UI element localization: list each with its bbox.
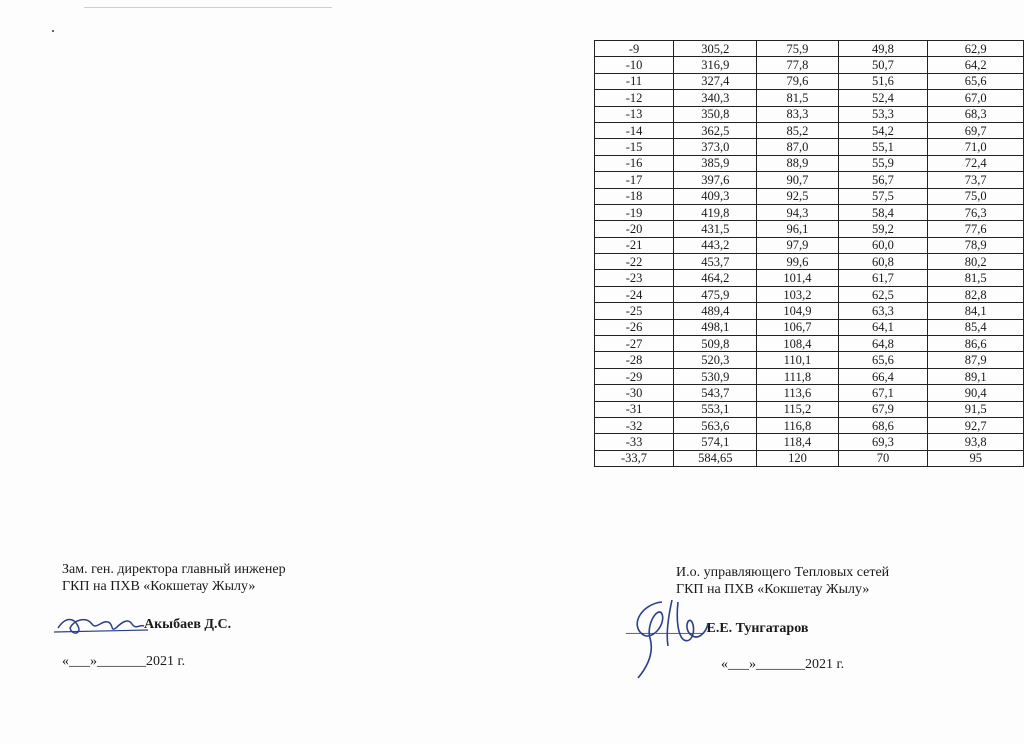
table-cell: -15 — [595, 139, 674, 155]
table-row — [595, 204, 1024, 220]
table-row — [595, 336, 1024, 352]
table-cell: -31 — [595, 401, 674, 417]
table-cell: 103,2 — [757, 286, 838, 302]
table-cell: 104,9 — [757, 303, 838, 319]
table-cell: 385,9 — [674, 155, 757, 171]
table-row — [595, 155, 1024, 171]
table-cell: -22 — [595, 254, 674, 270]
table-cell: 362,5 — [674, 122, 757, 138]
table-row — [595, 352, 1024, 368]
table-cell: 87,9 — [928, 352, 1024, 368]
table-row — [595, 139, 1024, 155]
table-cell: 51,6 — [838, 73, 928, 89]
table-cell: 65,6 — [838, 352, 928, 368]
table-row — [595, 90, 1024, 106]
table-cell: 69,7 — [928, 122, 1024, 138]
table-row — [595, 286, 1024, 302]
table-cell: -29 — [595, 368, 674, 384]
table-cell: 409,3 — [674, 188, 757, 204]
table-cell: 95 — [928, 450, 1024, 466]
table-row — [595, 319, 1024, 335]
table-cell: -9 — [595, 41, 674, 57]
table-cell: 75,0 — [928, 188, 1024, 204]
table-row — [595, 188, 1024, 204]
table-cell: 69,3 — [838, 434, 928, 450]
table-row — [595, 237, 1024, 253]
table-row — [595, 450, 1024, 466]
right-signature-underline: ___________ — [626, 621, 703, 636]
table-cell: -17 — [595, 172, 674, 188]
table-cell: 54,2 — [838, 122, 928, 138]
table-cell: -21 — [595, 237, 674, 253]
table-cell: 76,3 — [928, 204, 1024, 220]
table-cell: 79,6 — [757, 73, 838, 89]
table-cell: 56,7 — [838, 172, 928, 188]
table-cell: -26 — [595, 319, 674, 335]
table-cell: 88,9 — [757, 155, 838, 171]
temperature-schedule-table — [594, 40, 1024, 467]
table-cell: 67,1 — [838, 385, 928, 401]
table-row — [595, 172, 1024, 188]
table-cell: 73,7 — [928, 172, 1024, 188]
table-cell: 58,4 — [838, 204, 928, 220]
table-cell: 443,2 — [674, 237, 757, 253]
table-cell: -27 — [595, 336, 674, 352]
table-cell: 89,1 — [928, 368, 1024, 384]
table-cell: 82,8 — [928, 286, 1024, 302]
table-cell: 305,2 — [674, 41, 757, 57]
table-body — [595, 41, 1024, 467]
table-cell: 85,2 — [757, 122, 838, 138]
table-cell: 62,9 — [928, 41, 1024, 57]
table-cell: -33 — [595, 434, 674, 450]
table-cell: 118,4 — [757, 434, 838, 450]
table-cell: 543,7 — [674, 385, 757, 401]
table-cell: 66,4 — [838, 368, 928, 384]
right-position-line1: И.о. управляющего Тепловых сетей — [676, 565, 890, 580]
table-cell: 327,4 — [674, 73, 757, 89]
table-cell: 91,5 — [928, 401, 1024, 417]
table-row — [595, 434, 1024, 450]
left-signatory-name: Акыбаев Д.С. — [144, 617, 232, 632]
table-cell: -25 — [595, 303, 674, 319]
table-cell: 60,0 — [838, 237, 928, 253]
table-cell: -19 — [595, 204, 674, 220]
table-cell: 68,3 — [928, 106, 1024, 122]
right-signatory-name: Е.Е. Тунгатаров — [706, 621, 809, 636]
table-cell: 419,8 — [674, 204, 757, 220]
table-cell: 72,4 — [928, 155, 1024, 171]
table-cell: -18 — [595, 188, 674, 204]
table-cell: -24 — [595, 286, 674, 302]
table-cell: 67,9 — [838, 401, 928, 417]
table-cell: 453,7 — [674, 254, 757, 270]
table-cell: -16 — [595, 155, 674, 171]
table-row — [595, 368, 1024, 384]
table-cell: 99,6 — [757, 254, 838, 270]
scan-artifact-dot — [52, 30, 54, 32]
table-cell: 63,3 — [838, 303, 928, 319]
table-cell: 92,5 — [757, 188, 838, 204]
table-cell: 120 — [757, 450, 838, 466]
table-cell: 316,9 — [674, 57, 757, 73]
table-cell: 350,8 — [674, 106, 757, 122]
table-cell: -11 — [595, 73, 674, 89]
table-cell: 113,6 — [757, 385, 838, 401]
table-cell: 87,0 — [757, 139, 838, 155]
table-cell: 62,5 — [838, 286, 928, 302]
table-cell: 96,1 — [757, 221, 838, 237]
table-cell: 85,4 — [928, 319, 1024, 335]
table-cell: 81,5 — [757, 90, 838, 106]
table-cell: -32 — [595, 417, 674, 433]
table-cell: 52,4 — [838, 90, 928, 106]
table-row — [595, 270, 1024, 286]
table-cell: 55,9 — [838, 155, 928, 171]
table-cell: 563,6 — [674, 417, 757, 433]
table-row — [595, 385, 1024, 401]
right-date-line: «___»_______2021 г. — [721, 657, 845, 672]
table-cell: -28 — [595, 352, 674, 368]
table-cell: 111,8 — [757, 368, 838, 384]
table-cell: 75,9 — [757, 41, 838, 57]
table-cell: 520,3 — [674, 352, 757, 368]
table-cell: 509,8 — [674, 336, 757, 352]
table-cell: 67,0 — [928, 90, 1024, 106]
table-cell: 65,6 — [928, 73, 1024, 89]
table-cell: 78,9 — [928, 237, 1024, 253]
table-cell: 431,5 — [674, 221, 757, 237]
table-cell: 106,7 — [757, 319, 838, 335]
table-cell: 70 — [838, 450, 928, 466]
table-cell: 108,4 — [757, 336, 838, 352]
table-cell: 97,9 — [757, 237, 838, 253]
table-row — [595, 254, 1024, 270]
right-position-line2: ГКП на ПХВ «Кокшетау Жылу» — [676, 582, 870, 597]
table-cell: 49,8 — [838, 41, 928, 57]
table-cell: 90,4 — [928, 385, 1024, 401]
table-cell: 84,1 — [928, 303, 1024, 319]
table-cell: -20 — [595, 221, 674, 237]
table-row — [595, 221, 1024, 237]
table-row — [595, 417, 1024, 433]
table-cell: 68,6 — [838, 417, 928, 433]
table-cell: 83,3 — [757, 106, 838, 122]
table-cell: 475,9 — [674, 286, 757, 302]
table-cell: 64,2 — [928, 57, 1024, 73]
table-cell: 373,0 — [674, 139, 757, 155]
table-cell: 553,1 — [674, 401, 757, 417]
table-cell: 101,4 — [757, 270, 838, 286]
scan-artifact-top — [84, 7, 332, 8]
table-row — [595, 73, 1024, 89]
left-position-line2: ГКП на ПХВ «Кокшетау Жылу» — [62, 579, 256, 594]
table-cell: -33,7 — [595, 450, 674, 466]
table-cell: 71,0 — [928, 139, 1024, 155]
table-cell: 55,1 — [838, 139, 928, 155]
table-cell: 574,1 — [674, 434, 757, 450]
table-cell: 90,7 — [757, 172, 838, 188]
table-cell: 81,5 — [928, 270, 1024, 286]
left-signature-mark — [52, 610, 152, 640]
table-cell: 498,1 — [674, 319, 757, 335]
table-cell: 57,5 — [838, 188, 928, 204]
table-row — [595, 401, 1024, 417]
table-cell: -10 — [595, 57, 674, 73]
table-cell: 116,8 — [757, 417, 838, 433]
table-cell: 110,1 — [757, 352, 838, 368]
table-cell: 115,2 — [757, 401, 838, 417]
table-cell: 61,7 — [838, 270, 928, 286]
table-cell: 94,3 — [757, 204, 838, 220]
table-cell: 489,4 — [674, 303, 757, 319]
left-position-line1: Зам. ген. директора главный инженер — [62, 562, 286, 577]
table-row — [595, 41, 1024, 57]
table-cell: 530,9 — [674, 368, 757, 384]
table-cell: 584,65 — [674, 450, 757, 466]
table-cell: -13 — [595, 106, 674, 122]
table-cell: 60,8 — [838, 254, 928, 270]
table-cell: 50,7 — [838, 57, 928, 73]
table-cell: 77,6 — [928, 221, 1024, 237]
table-cell: 59,2 — [838, 221, 928, 237]
table-cell: 92,7 — [928, 417, 1024, 433]
table-cell: -12 — [595, 90, 674, 106]
table-cell: 77,8 — [757, 57, 838, 73]
table-cell: 64,8 — [838, 336, 928, 352]
table-cell: 464,2 — [674, 270, 757, 286]
table-cell: 93,8 — [928, 434, 1024, 450]
table-cell: 80,2 — [928, 254, 1024, 270]
table-cell: 64,1 — [838, 319, 928, 335]
table-row — [595, 106, 1024, 122]
table-cell: 86,6 — [928, 336, 1024, 352]
table-cell: -23 — [595, 270, 674, 286]
table-row — [595, 57, 1024, 73]
left-date-line: «___»_______2021 г. — [62, 654, 186, 669]
table-cell: 53,3 — [838, 106, 928, 122]
table-cell: -14 — [595, 122, 674, 138]
table-cell: 397,6 — [674, 172, 757, 188]
table-row — [595, 122, 1024, 138]
table-row — [595, 303, 1024, 319]
right-signature-mark — [622, 594, 712, 684]
table-cell: 340,3 — [674, 90, 757, 106]
table-cell: -30 — [595, 385, 674, 401]
